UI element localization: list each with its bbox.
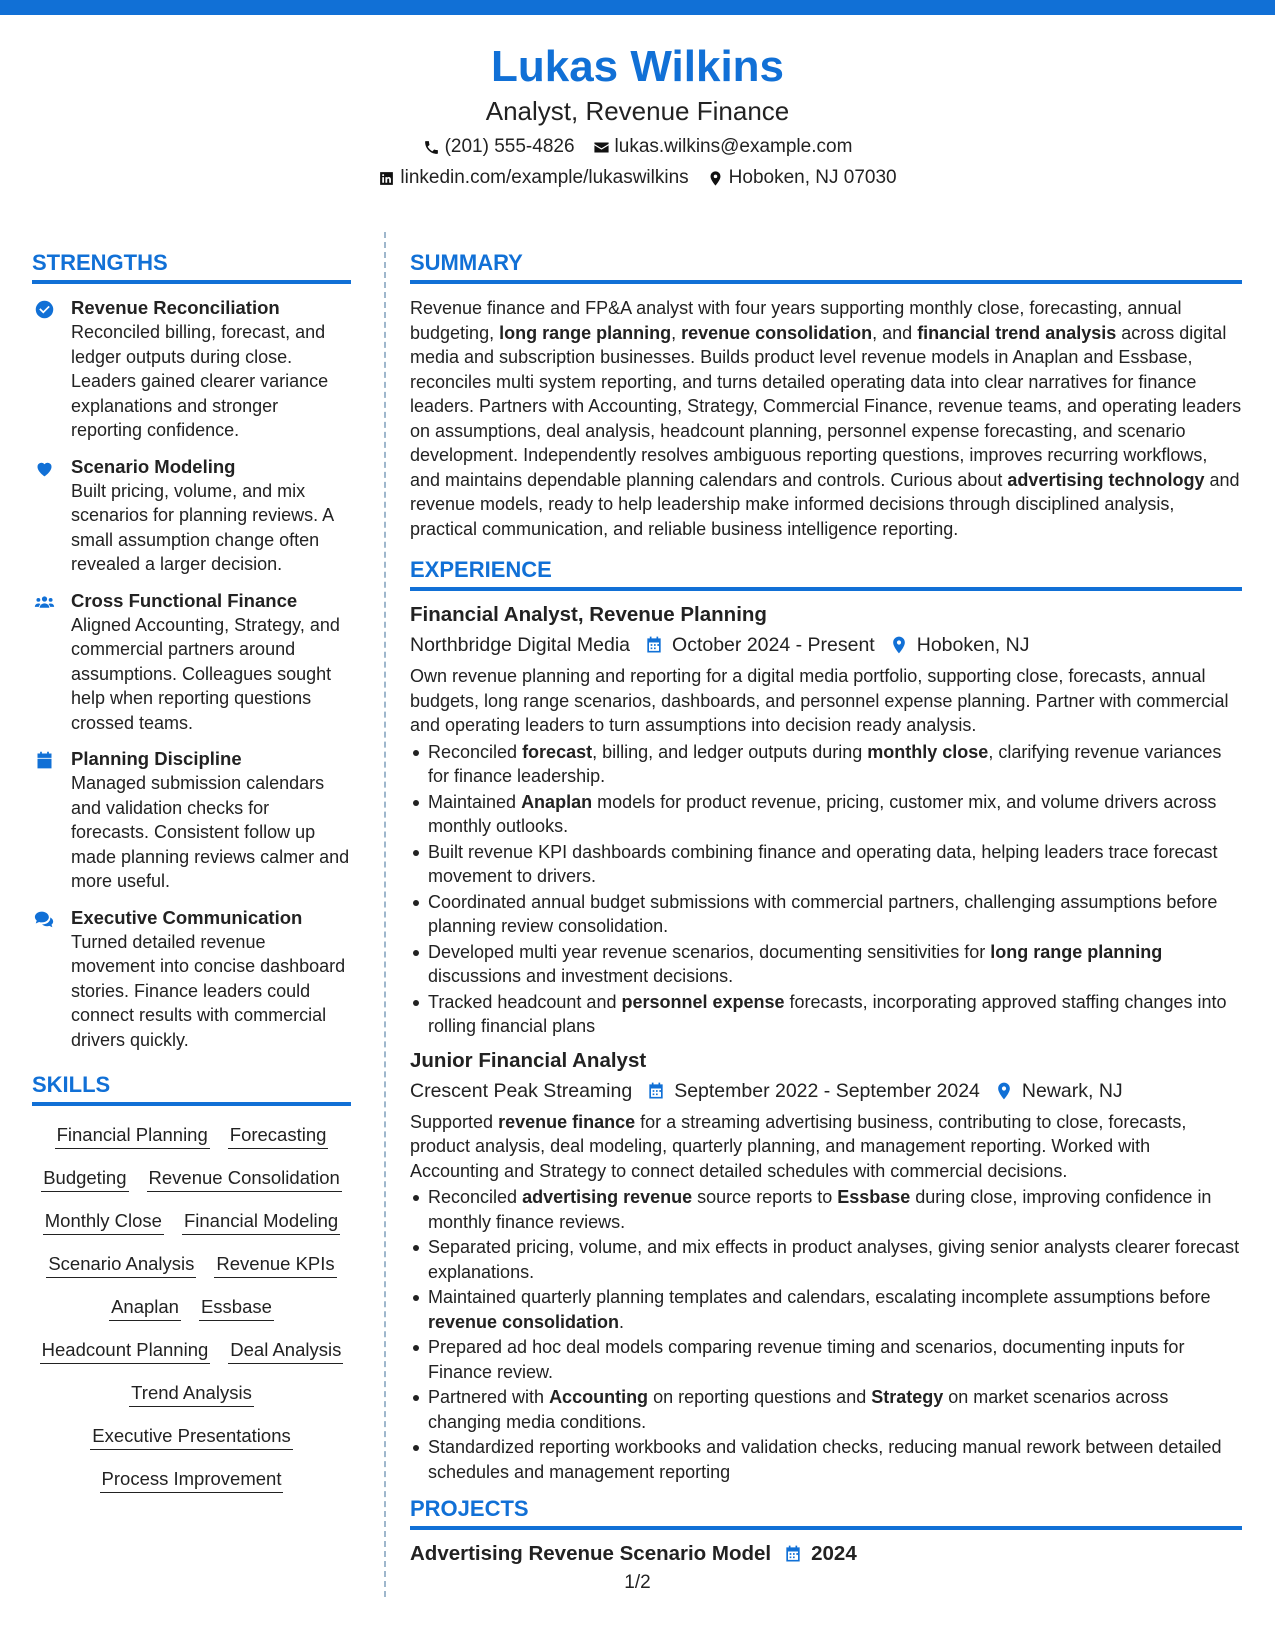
phone-text: (201) 555-4826 — [444, 136, 575, 157]
linkedin-contact[interactable] — [378, 166, 688, 190]
right-column — [410, 248, 1242, 1568]
bullet-item — [410, 1335, 1242, 1384]
text-segment: discussions and investment decisions. — [428, 966, 734, 986]
text-segment: source reports to — [692, 1187, 838, 1207]
strength-title: Scenario Modeling — [71, 455, 236, 477]
text-segment: Maintained quarterly planning templates and calendars, escalating incomplete assumptions before — [428, 1287, 1211, 1307]
bold-keyword: Strategy — [871, 1387, 944, 1407]
email-contact[interactable] — [593, 135, 853, 159]
job-description: Own revenue planning and reporting for a digital media portfolio, supporting close, forecasts, annual budgets, long range scenarios, dashboards, and personnel expense planning. Partner with commercial and operating leaders to turn assumptions into decision ready analysis. — [410, 666, 1229, 735]
comments-icon — [34, 909, 55, 930]
skill-tag: Executive Presentations — [90, 1423, 292, 1450]
job-bullets — [410, 1185, 1242, 1484]
calendar-icon — [783, 1544, 803, 1564]
contact-row-1 — [0, 135, 1275, 159]
skill-tag: Anaplan — [109, 1294, 181, 1321]
skill-tag: Headcount Planning — [40, 1337, 211, 1364]
strengths-heading: STRENGTHS — [32, 248, 351, 284]
job-title: Junior Financial Analyst — [410, 1048, 647, 1072]
resume-header — [0, 40, 1275, 190]
job-meta — [410, 1076, 1242, 1106]
job-location: Hoboken, NJ — [916, 634, 1030, 656]
project-title: Advertising Revenue Scenario Model — [410, 1542, 772, 1565]
job-bullets — [410, 740, 1242, 1039]
job-meta — [410, 630, 1242, 660]
skill-tag: Budgeting — [41, 1165, 128, 1192]
skill-tag: Scenario Analysis — [46, 1251, 196, 1278]
text-segment: Reconciled — [428, 1187, 523, 1207]
skills-list — [32, 1118, 351, 1493]
text-segment: across digital media and subscription businesses. Builds product level revenue models in Anaplan and Essbase, reconciles multi system reporting, and turns detailed operating data into clear narratives for finance leaders. Partners with Accounting, Strategy, Commercial Finance, revenue teams, and operating leaders on assumptions, deal analysis, headcount planning, personnel expense forecasting, and scenario development. Independently resolves ambiguous reporting questions, improves recurring workflows, and maintains dependable planning calendars and controls. Curious about — [410, 322, 1242, 490]
text-segment: models for product revenue, pricing, customer mix, and volume drivers across monthly outlooks. — [428, 791, 1217, 836]
strength-title: Cross Functional Finance — [71, 589, 298, 611]
bullet-item — [410, 840, 1242, 889]
job-company: Crescent Peak Streaming — [410, 1079, 633, 1102]
bold-keyword: advertising revenue — [522, 1187, 693, 1207]
strength-desc: Turned detailed revenue movement into concise dashboard stories. Finance leaders could connect results with commercial drivers quickly. — [71, 931, 346, 1050]
bold-keyword: advertising technology — [1007, 469, 1205, 490]
text-segment: on reporting questions and — [648, 1387, 872, 1407]
skill-tag: Forecasting — [228, 1122, 329, 1149]
job-location: Newark, NJ — [1021, 1079, 1123, 1102]
location-text: Hoboken, NJ 07030 — [728, 167, 897, 188]
job-entry — [410, 601, 1242, 1039]
bullet-item — [410, 1385, 1242, 1434]
text-segment: Supported — [410, 1111, 499, 1132]
linkedin-text: linkedin.com/example/lukaswilkins — [400, 167, 689, 188]
text-segment: Revenue finance and FP&A analyst with four years supporting monthly close, forecasting, annual budgeting, — [410, 298, 1182, 343]
bold-keyword: revenue consolidation — [681, 322, 873, 343]
job-entry — [410, 1047, 1242, 1485]
skill-tag: Trend Analysis — [129, 1380, 254, 1407]
strength-item — [32, 296, 351, 443]
skill-tag: Essbase — [199, 1294, 274, 1321]
bold-keyword: revenue finance — [498, 1111, 636, 1132]
job-dates: September 2022 - September 2024 — [674, 1079, 980, 1102]
bullet-item — [410, 940, 1242, 989]
job-description — [410, 1110, 1242, 1184]
skill-tag: Deal Analysis — [228, 1337, 343, 1364]
bullet-item — [410, 740, 1242, 789]
bullet-item — [410, 1185, 1242, 1234]
summary-heading: SUMMARY — [410, 248, 1242, 284]
skill-tag: Revenue Consolidation — [147, 1165, 342, 1192]
bullet-item — [410, 790, 1242, 839]
text-segment: , and — [872, 322, 918, 343]
strength-desc: Built pricing, volume, and mix scenarios for planning reviews. A small assumption change often revealed a larger decision. — [71, 480, 334, 574]
text-segment: Developed multi year revenue scenarios, documenting sensitivities for — [428, 941, 991, 962]
job-dates: October 2024 - Present — [672, 634, 875, 656]
strength-item — [32, 747, 351, 894]
heart-icon — [34, 458, 55, 479]
projects-heading: PROJECTS — [410, 1494, 1242, 1530]
page-number: 1/2 — [624, 1572, 651, 1593]
bullet-item — [410, 1235, 1242, 1284]
map-marker-icon — [707, 170, 724, 187]
text-segment: during close, improving confidence in monthly finance reviews. — [428, 1187, 1212, 1232]
text-segment: Standardized reporting workbooks and validation checks, reducing manual rework between detailed schedules and management reporting — [428, 1437, 1222, 1482]
text-segment: for a streaming advertising business, contributing to close, forecasts, product analysis, deal modeling, quarterly planning, and management reporting. Worked with Accounting and Strategy to connect detailed schedules with commercial decisions. — [410, 1111, 1187, 1181]
project-entry — [410, 1540, 1242, 1568]
text-segment: , billing, and ledger outputs during — [592, 741, 868, 762]
linkedin-icon — [378, 170, 395, 187]
bold-keyword: personnel expense — [621, 991, 785, 1012]
skill-tag: Financial Planning — [55, 1122, 210, 1149]
text-segment: Separated pricing, volume, and mix effects in product analyses, giving senior analysts clearer forecast explanations. — [428, 1237, 1240, 1282]
strength-item — [32, 589, 351, 736]
bullet-item — [410, 1285, 1242, 1334]
strength-desc: Managed submission calendars and validation checks for forecasts. Consistent follow up made planning reviews calmer and more useful. — [71, 773, 350, 891]
skill-tag: Monthly Close — [43, 1208, 164, 1235]
text-segment: , clarifying revenue variances for finance leadership. — [428, 741, 1222, 786]
strength-desc: Aligned Accounting, Strategy, and commercial partners around assumptions. Colleagues sought help when reporting questions crossed teams. — [71, 614, 340, 733]
candidate-name: Lukas Wilkins — [490, 42, 785, 91]
phone-icon — [423, 139, 440, 156]
column-divider — [384, 232, 386, 1597]
skill-tag: Revenue KPIs — [214, 1251, 336, 1278]
text-segment: . — [619, 1311, 625, 1332]
text-segment: forecasts, incorporating approved staffing changes into rolling financial plans — [428, 991, 1227, 1036]
phone-contact[interactable] — [423, 135, 575, 159]
bold-keyword: long range planning — [499, 322, 672, 343]
calendar-icon — [646, 1081, 666, 1101]
location-contact — [707, 166, 897, 190]
strength-item — [32, 455, 351, 577]
job-title: Financial Analyst, Revenue Planning — [410, 603, 767, 626]
bold-keyword: Anaplan — [521, 791, 593, 812]
skill-tag: Financial Modeling — [182, 1208, 340, 1235]
text-segment: Coordinated annual budget submissions with commercial partners, challenging assumptions before planning review consolidation. — [428, 891, 1218, 936]
bold-keyword: monthly close — [867, 741, 989, 762]
left-column — [32, 248, 351, 1493]
text-segment: Maintained — [428, 791, 522, 812]
strength-item — [32, 906, 351, 1053]
bold-keyword: revenue consolidation — [428, 1311, 620, 1332]
bullet-item — [410, 890, 1242, 939]
text-segment: Tracked headcount and — [428, 991, 622, 1012]
strength-title: Planning Discipline — [71, 748, 242, 769]
calendar-icon — [34, 750, 55, 771]
text-segment: Prepared ad hoc deal models comparing revenue timing and scenarios, documenting inputs for Finance review. — [428, 1337, 1185, 1382]
candidate-role: Analyst, Revenue Finance — [485, 96, 790, 126]
job-company: Northbridge Digital Media — [410, 634, 631, 656]
strength-title: Executive Communication — [71, 906, 303, 928]
bold-keyword: Accounting — [549, 1387, 649, 1407]
users-icon — [34, 592, 55, 613]
skills-heading: SKILLS — [32, 1070, 351, 1106]
contact-row-2 — [0, 166, 1275, 190]
experience-heading: EXPERIENCE — [410, 555, 1242, 591]
text-segment: Built revenue KPI dashboards combining finance and operating data, helping leaders trace forecast movement to drivers. — [428, 841, 1218, 886]
email-text: lukas.wilkins@example.com — [614, 136, 853, 157]
strength-desc: Reconciled billing, forecast, and ledger outputs during close. Leaders gained clearer variance explanations and stronger reporting confidence. — [71, 322, 329, 440]
calendar-icon — [644, 635, 664, 655]
bullet-item — [410, 990, 1242, 1039]
bullet-item — [410, 1435, 1242, 1484]
envelope-icon — [593, 139, 610, 156]
text-segment: Partnered with — [428, 1387, 550, 1407]
map-marker-icon — [889, 635, 909, 655]
text-segment: and revenue models, ready to help leadership make informed decisions through disciplined analysis, practical communication, and reliable business intelligence reporting. — [410, 469, 1240, 539]
bold-keyword: financial trend analysis — [917, 322, 1117, 343]
text-segment: on market scenarios across changing media conditions. — [428, 1387, 1169, 1432]
text-segment: Reconciled — [428, 741, 523, 762]
skill-tag: Process Improvement — [100, 1466, 284, 1493]
strength-title: Revenue Reconciliation — [71, 297, 280, 318]
map-marker-icon — [994, 1081, 1014, 1101]
top-accent-bar — [0, 0, 1275, 15]
text-segment: , — [671, 322, 682, 343]
bold-keyword: forecast — [522, 741, 593, 762]
bold-keyword: Essbase — [837, 1187, 911, 1207]
check-circle-icon — [34, 299, 55, 320]
project-year: 2024 — [811, 1542, 857, 1565]
bold-keyword: long range planning — [990, 941, 1163, 962]
summary-text — [410, 296, 1242, 541]
